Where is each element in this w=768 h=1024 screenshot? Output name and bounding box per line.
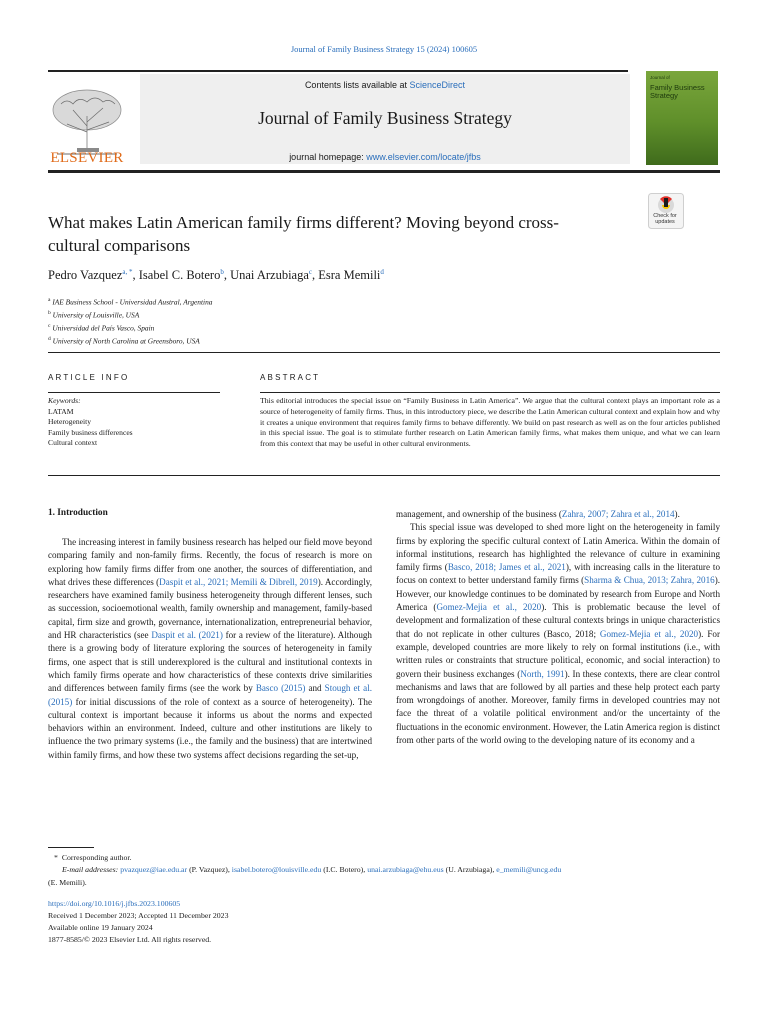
- affiliation-item: [48, 295, 548, 308]
- text-run: ).: [674, 509, 680, 519]
- abstract-heading: ABSTRACT: [260, 373, 321, 382]
- text-run: ). This is problematic because the level of development and formalization of these cultural contexts brings in unique characteristics that do not replicate in other cultures (Basco, 2018;: [396, 602, 720, 639]
- article-title: What makes Latin American family firms different? Moving beyond cross-cultural comparisons: [48, 213, 559, 255]
- footnote-rule: [48, 847, 94, 848]
- text-run: ). Accordingly, researchers have examined family business heterogeneity through different lenses, such as succession, socioemotional wealth, family ownership and management, family-based capital, firm size and growth, governance, internationalization, entrepreneurial behavior, and HR characteristics (see: [48, 576, 372, 641]
- email-link[interactable]: unai.arzubiaga@ehu.eus: [367, 865, 444, 875]
- text-run: This special issue was developed to shed more light on the heterogeneity in family firms by exploring the specific cultural context of Latin America. Within the domain of informal institutions, research has highlighted the relevance of culture in examining family firms (: [396, 522, 720, 573]
- affiliation-text: IAE Business School - Universidad Austral, Argentina: [52, 297, 213, 307]
- email-owner: (U. Arzubiaga),: [445, 865, 495, 875]
- affiliation-text: University of North Carolina at Greensboro, USA: [52, 336, 200, 346]
- header-bottom-rule: [48, 170, 720, 173]
- email-addresses: [48, 864, 720, 876]
- divider: [48, 352, 720, 353]
- author-list: Pedro Vazquez$^{a, *}$, Isabel C. Botero$^b$, Unai Arzubiaga$^c$, Esra Memili$^d$: [48, 268, 384, 283]
- article-info-heading: ARTICLE INFO: [48, 373, 130, 382]
- keyword: Cultural context: [48, 438, 98, 447]
- text-run: for a review of the literature). Although there is a growing body of literature exploring the sources of heterogeneity in family firms, one aspect that is still underexplored is the cultural and institutional contexts in which family firms operate and how characteristics of these contexts drive similarities and differences between family firms (see the work by: [48, 630, 372, 694]
- citation-link[interactable]: Daspit et al. (2021): [151, 630, 223, 641]
- citation-link[interactable]: Basco (2015): [255, 683, 306, 694]
- email-owner-wrap: (E. Memili).: [48, 877, 87, 887]
- available-online: Available online 19 January 2024: [48, 923, 153, 932]
- email-link[interactable]: e_memili@uncg.edu: [496, 865, 562, 875]
- homepage-line: [140, 152, 630, 162]
- affiliation-item: [48, 308, 548, 321]
- sciencedirect-link[interactable]: ScienceDirect: [409, 80, 466, 90]
- citation-link[interactable]: Daspit et al., 2021; Memili & Dibrell, 2019: [159, 576, 318, 587]
- affiliation-mark: c: [48, 322, 51, 329]
- text-run: ), with increasing calls in the literature to focus on context to better understand family firms (: [396, 562, 720, 586]
- citation-link[interactable]: Basco, 2018; James et al., 2021: [447, 562, 566, 573]
- contents-line: [140, 80, 630, 90]
- citation-link[interactable]: Zahra, 2007; Zahra et al., 2014: [561, 509, 675, 519]
- author-name: Isabel C. Botero: [138, 268, 221, 283]
- author-name: Esra Memili: [318, 268, 381, 283]
- affiliation-item: [48, 321, 548, 334]
- divider: [48, 392, 220, 393]
- homepage-prefix: journal homepage:: [289, 152, 364, 162]
- affiliation-text: University of Louisville, USA: [52, 310, 140, 320]
- homepage-link[interactable]: www.elsevier.com/locate/jfbs: [366, 152, 481, 162]
- footnote-mark: *: [54, 853, 58, 862]
- email-link[interactable]: isabel.botero@louisville.edu: [231, 865, 322, 875]
- doi-link[interactable]: https://doi.org/10.1016/j.jfbs.2023.100605: [48, 899, 181, 908]
- email-owner: (I.C. Botero),: [323, 865, 366, 875]
- affiliation-mark: d: [48, 335, 51, 342]
- received-dates: Received 1 December 2023; Accepted 11 December 2023: [48, 911, 229, 920]
- divider: [48, 475, 720, 476]
- citation-link[interactable]: Gomez-Mejia et al., 2020: [436, 602, 542, 613]
- author-name: Pedro Vazquez: [48, 268, 123, 283]
- affiliations: [48, 295, 548, 347]
- email-link[interactable]: pvazquez@iae.edu.ar: [120, 865, 188, 875]
- corresponding-author-note: [48, 852, 720, 864]
- text-run: and: [305, 683, 325, 694]
- journal-title: Journal of Family Business Strategy: [258, 108, 512, 128]
- header-top-rule: [48, 70, 628, 72]
- paragraph: [48, 536, 372, 762]
- email-label: E-mail addresses:: [62, 865, 119, 875]
- body-column-left: [48, 536, 372, 762]
- cover-title: Family Business Strategy: [650, 83, 705, 100]
- text-run: The increasing interest in family business research has helped our field move beyond comparing family and non-family firms. Recently, the focus of research is more on exploring how family firms differ from one another, the sources of differentiation, and what drives these differences (: [48, 537, 372, 587]
- footnotes: [48, 852, 720, 889]
- publication-info: [48, 898, 720, 946]
- paragraph: [396, 508, 720, 521]
- text-run: ). For example, developed countries are more likely to rely on formal institutions (i.e., with written rules or constraints that structure political, economic, and social interaction) to govern their business exchanges (: [396, 628, 720, 679]
- section-heading-introduction: 1. Introduction: [48, 508, 108, 518]
- author-name: Unai Arzubiaga: [230, 268, 309, 283]
- citation-link[interactable]: Gomez-Mejia et al., 2020: [599, 628, 699, 639]
- citation-link[interactable]: Sharma & Chua, 2013; Zahra, 2016: [584, 575, 715, 586]
- affiliation-mark: a: [48, 297, 51, 303]
- copyright: 1877-8585/© 2023 Elsevier Ltd. All rights reserved.: [48, 935, 212, 944]
- journal-reference[interactable]: Journal of Family Business Strategy 15 (2024) 100605: [290, 44, 478, 54]
- footnote-text: Corresponding author.: [61, 853, 132, 862]
- affiliation-item: [48, 334, 548, 347]
- paragraph: [396, 521, 720, 747]
- cover-small-text: Journal of: [650, 75, 670, 80]
- author-marks[interactable]: d: [380, 268, 384, 276]
- affiliation-text: Universidad del País Vasco, Spain: [52, 323, 155, 333]
- keywords-label: Keywords:: [48, 396, 81, 405]
- divider: [260, 392, 720, 393]
- citation-link[interactable]: Stough et al. (2015): [48, 683, 372, 707]
- author-marks[interactable]: c: [308, 268, 313, 276]
- keyword: Heterogeneity: [48, 417, 92, 426]
- keyword: LATAM: [48, 406, 74, 416]
- affiliation-mark: b: [48, 309, 51, 316]
- citation-link[interactable]: North, 1991: [520, 668, 565, 679]
- text-run: ). However, our knowledge continues to be dominated by research from Europe and North America (: [396, 575, 720, 613]
- keywords-block: [48, 396, 228, 449]
- text-run: ). In these contexts, there are clear control mechanisms and laws that are followed by all parties and these help protect each party from wrongdoings of another. Moreover, family firms in developed countries may not face the threat of a volatile political environment and/or the uncertainty of the fluctuations in the economic environment. However, the Latin America region is distinct from other parts of the world owing to the developing nature of its economy and a: [396, 668, 720, 746]
- keyword: Family business differences: [48, 427, 133, 437]
- text-run: management, and ownership of the business (: [396, 509, 562, 519]
- email-owner: (P. Vazquez),: [189, 865, 230, 875]
- author-marks[interactable]: b: [220, 268, 224, 276]
- author-marks[interactable]: a, *: [122, 268, 133, 276]
- text-run: for initial discussions of the role of context as a source of heterogeneity). The cultural context is important because it informs us about the norms and expected behaviors within an environment. Indeed, culture and other institutions are likely to influence the two primary systems (i.e., the family and the business) that are intertwined within family firms, and how these two systems affect decisions regarding the set-up,: [48, 696, 372, 760]
- body-column-right: [396, 508, 720, 747]
- abstract-text: This editorial introduces the special issue on “Family Business in Latin America”. We argue that the cultural context plays an important role as a source of heterogeneity of family firms. Thus, in this introductory piece, we describe the Latin American cultural context and explain how and why it creates a unique environment that requires family firms to behave differently. We build on past research as well as on the four articles published in this special issue. The goal is to stimulate further research on Latin American family firms, what makes them unique, and what we can learn from this context that may be useful in other cultural environments.: [260, 396, 720, 449]
- check-for-updates-label[interactable]: Check for updates: [653, 213, 677, 225]
- elsevier-wordmark: ELSEVIER: [50, 150, 124, 166]
- contents-prefix: Contents lists available at: [304, 80, 407, 90]
